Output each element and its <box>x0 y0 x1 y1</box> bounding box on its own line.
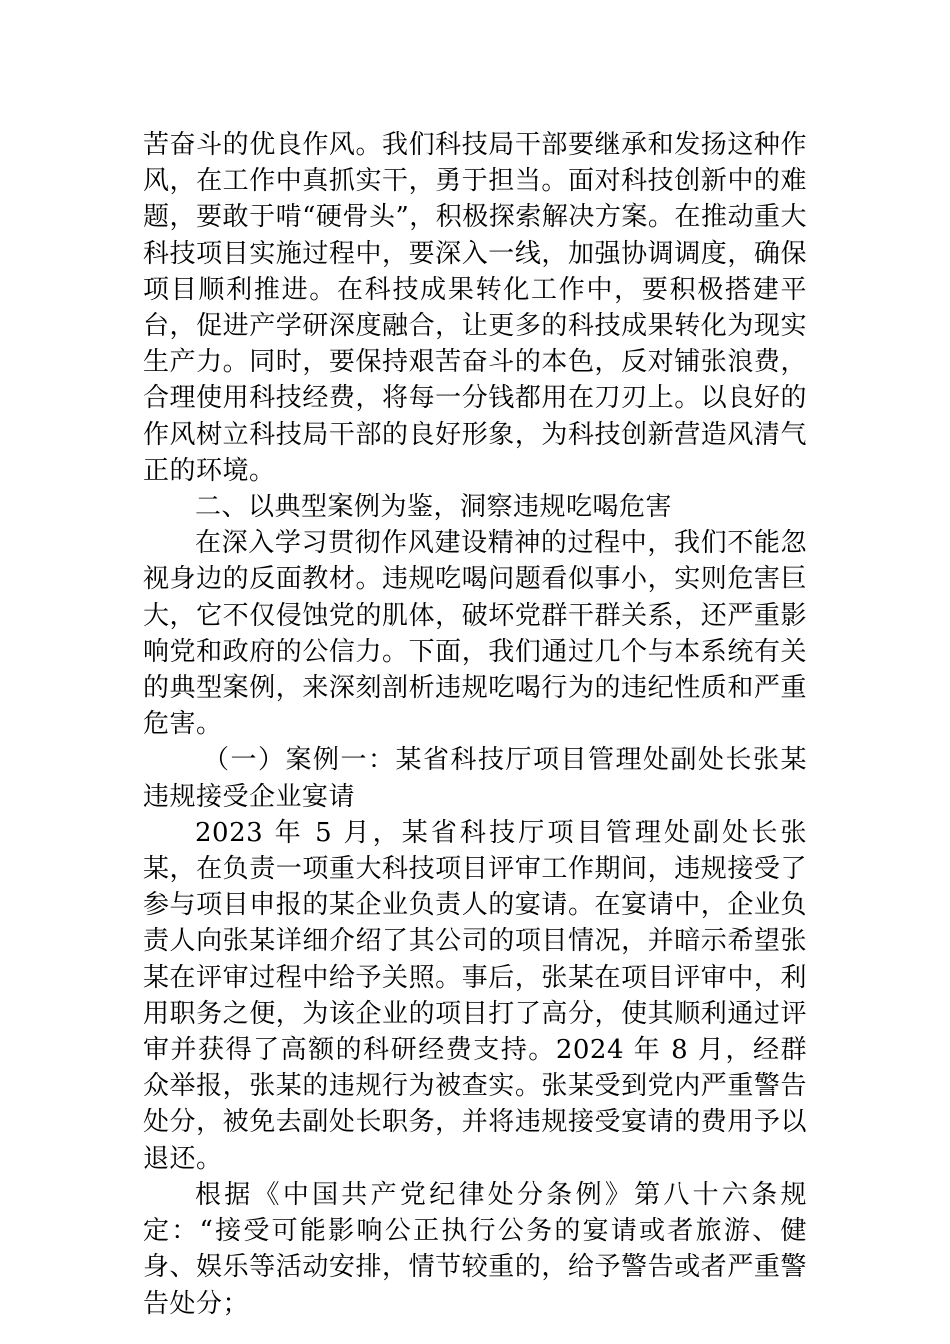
case-body-paragraph: 2023 年 5 月，某省科技厅项目管理处副处长张某，在负责一项重大科技项目评审工作期间，违规接受了参与项目申报的某企业负责人的宴请。在宴请中，企业负责人向张某详细介绍了其公司的项目情况，并暗示希望张某在评审过程中给予关照。事后，张某在项目评审中，利用职务之便，为该企业的项目打了高分，使其顺利通过评审并获得了高额的科研经费支持。2024 年 8 月，经群众举报，张某的违规行为被查实。张某受到党内严重警告处分，被免去副处长职务，并将违规接受宴请的费用予以退还。 <box>143 817 807 1174</box>
document-body <box>143 127 807 1322</box>
regulation-paragraph: 根据《中国共产党纪律处分条例》第八十六条规定：“接受可能影响公正执行公务的宴请或者旅游、健身、娱乐等活动安排，情节较重的，给予警告或者严重警告处分； <box>143 1179 807 1319</box>
section-intro-paragraph: 在深入学习贯彻作风建设精神的过程中，我们不能忽视身边的反面教材。违规吃喝问题看似事小，实则危害巨大，它不仅侵蚀党的肌体，破坏党群干群关系，还严重影响党和政府的公信力。下面，我们通过几个与本系统有关的典型案例，来深刻剖析违规吃喝行为的违纪性质和严重危害。 <box>143 528 807 740</box>
paragraph-continuation: 苦奋斗的优良作风。我们科技局干部要继承和发扬这种作风，在工作中真抓实干，勇于担当。面对科技创新中的难题，要敢于啃“硬骨头”，积极探索解决方案。在推动重大科技项目实施过程中，要深入一线，加强协调调度，确保项目顺利推进。在科技成果转化工作中，要积极搭建平台，促进产学研深度融合，让更多的科技成果转化为现实生产力。同时，要保持艰苦奋斗的本色，反对铺张浪费，合理使用科技经费，将每一分钱都用在刀刃上。以良好的作风树立科技局干部的良好形象，为科技创新营造风清气正的环境。 <box>143 130 807 486</box>
case-heading: （一）案例一：某省科技厅项目管理处副处长张某违规接受企业宴请 <box>143 745 807 812</box>
section-heading: 二、以典型案例为鉴，洞察违规吃喝危害 <box>195 492 673 523</box>
